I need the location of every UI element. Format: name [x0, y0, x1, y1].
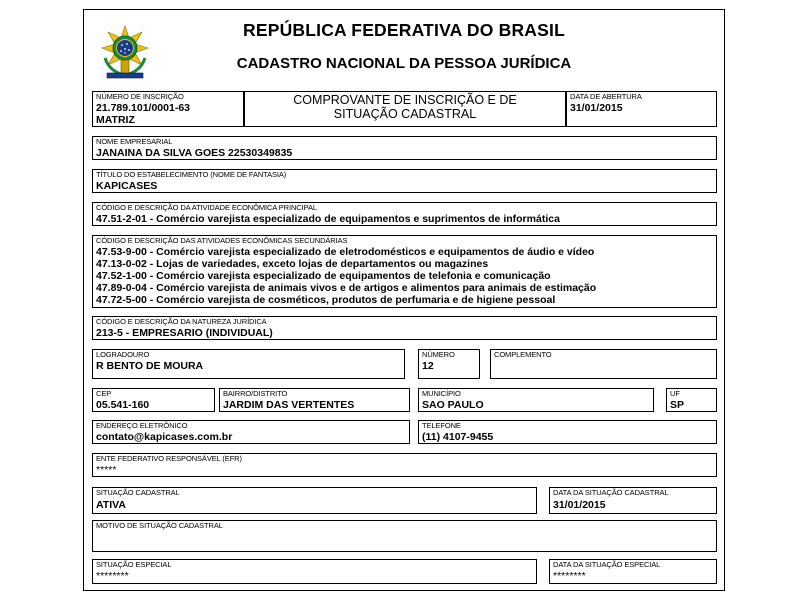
efr-box: [92, 453, 717, 477]
inscricao-box: [92, 91, 244, 127]
data-abertura-label: DATA DE ABERTURA: [570, 92, 642, 101]
numero-value: 12: [422, 360, 434, 372]
situacao-especial-box: [92, 559, 537, 584]
cep-box: [92, 388, 215, 412]
atividades-secundarias-label: CÓDIGO E DESCRIÇÃO DAS ATIVIDADES ECONÔMICAS SECUNDÁRIAS: [96, 236, 348, 245]
data-situacao-especial-label: DATA DA SITUAÇÃO ESPECIAL: [553, 560, 661, 569]
atividade-secundaria-item: 47.53-9-00 - Comércio varejista especializado de eletrodomésticos e equipamentos de áudio e vídeo: [96, 246, 595, 258]
data-abertura-box: [566, 91, 717, 127]
nome-empresarial-value: JANAINA DA SILVA GOES 22530349835: [96, 147, 293, 159]
municipio-value: SAO PAULO: [422, 399, 484, 411]
atividade-principal-box: [92, 202, 717, 226]
logradouro-box: [92, 349, 405, 379]
bairro-label: BAIRRO/DISTRITO: [223, 389, 288, 398]
situacao-especial-value: ********: [96, 570, 129, 582]
municipio-label: MUNICÍPIO: [422, 389, 461, 398]
atividade-secundaria-item: 47.89-0-04 - Comércio varejista de animais vivos e de artigos e alimentos para animais de estimação: [96, 282, 597, 294]
data-situacao-cadastral-box: [549, 487, 717, 514]
efr-value: *****: [96, 464, 117, 476]
atividade-principal-value: 47.51-2-01 - Comércio varejista especializado de equipamentos e suprimentos de informática: [96, 213, 560, 225]
nome-empresarial-label: NOME EMPRESARIAL: [96, 137, 173, 146]
telefone-value: (11) 4107-9455: [422, 431, 494, 443]
bairro-box: [219, 388, 410, 412]
atividade-principal-label: CÓDIGO E DESCRIÇÃO DA ATIVIDADE ECONÔMICA PRINCIPAL: [96, 203, 317, 212]
uf-value: SP: [670, 399, 685, 411]
cep-label: CEP: [96, 389, 112, 398]
motivo-situacao-label: MOTIVO DE SITUAÇÃO CADASTRAL: [96, 521, 223, 530]
atividade-secundaria-item: 47.72-5-00 - Comércio varejista de cosméticos, produtos de perfumaria e de higiene pessoal: [96, 294, 556, 306]
inscricao-number: 21.789.101/0001-63: [96, 102, 191, 114]
uf-label: UF: [670, 389, 680, 398]
telefone-label: TELEFONE: [422, 421, 461, 430]
complemento-label: COMPLEMENTO: [494, 350, 552, 359]
uf-box: [666, 388, 717, 412]
cep-value: 05.541-160: [96, 399, 150, 411]
motivo-situacao-box: [92, 520, 717, 552]
numero-box: [418, 349, 480, 379]
data-situacao-cadastral-value: 31/01/2015: [553, 499, 606, 511]
cnpj-certificate: [83, 9, 725, 591]
logradouro-label: LOGRADOURO: [96, 350, 150, 359]
municipio-box: [418, 388, 654, 412]
situacao-cadastral-label: SITUAÇÃO CADASTRAL: [96, 488, 180, 497]
atividades-secundarias-box: [92, 235, 717, 308]
nome-fantasia-label: TÍTULO DO ESTABELECIMENTO (NOME DE FANTASIA): [96, 170, 287, 179]
complemento-box: [490, 349, 717, 379]
telefone-box: [418, 420, 717, 444]
inscricao-type: MATRIZ: [96, 114, 135, 126]
inscricao-label: NÚMERO DE INSCRIÇÃO: [96, 92, 184, 101]
comprovante-line1: COMPROVANTE DE INSCRIÇÃO E DE: [293, 93, 517, 107]
nome-empresarial-box: [92, 136, 717, 160]
natureza-juridica-value: 213-5 - EMPRESARIO (INDIVIDUAL): [96, 327, 273, 339]
situacao-especial-label: SITUAÇÃO ESPECIAL: [96, 560, 172, 569]
comprovante-line2: SITUAÇÃO CADASTRAL: [333, 107, 477, 121]
email-box: [92, 420, 410, 444]
natureza-juridica-label: CÓDIGO E DESCRIÇÃO DA NATUREZA JURÍDICA: [96, 317, 267, 326]
data-situacao-especial-value: ********: [553, 570, 586, 582]
atividade-secundaria-item: 47.52-1-00 - Comércio varejista especializado de equipamentos de telefonia e comunicação: [96, 270, 551, 282]
nome-fantasia-value: KAPICASES: [96, 180, 158, 192]
data-situacao-especial-box: [549, 559, 717, 584]
document-title: REPÚBLICA FEDERATIVA DO BRASIL: [243, 20, 565, 40]
atividade-secundaria-item: 47.13-0-02 - Lojas de variedades, exceto lojas de departamentos ou magazines: [96, 258, 489, 270]
email-label: ENDEREÇO ELETRÔNICO: [96, 421, 188, 430]
logradouro-value: R BENTO DE MOURA: [96, 360, 204, 372]
email-value: contato@kapicases.com.br: [96, 431, 233, 443]
numero-label: NÚMERO: [422, 350, 455, 359]
atividades-secundarias-list: [96, 246, 596, 306]
situacao-cadastral-box: [92, 487, 537, 514]
situacao-cadastral-value: ATIVA: [96, 499, 126, 511]
document-subtitle: CADASTRO NACIONAL DA PESSOA JURÍDICA: [236, 55, 572, 72]
comprovante-box: [244, 91, 566, 127]
nome-fantasia-box: [92, 169, 717, 193]
data-abertura-value: 31/01/2015: [570, 102, 623, 114]
natureza-juridica-box: [92, 316, 717, 340]
comprovante-title: [245, 93, 565, 121]
bairro-value: JARDIM DAS VERTENTES: [223, 399, 355, 411]
efr-label: ENTE FEDERATIVO RESPONSÁVEL (EFR): [96, 454, 242, 463]
data-situacao-cadastral-label: DATA DA SITUAÇÃO CADASTRAL: [553, 488, 669, 497]
